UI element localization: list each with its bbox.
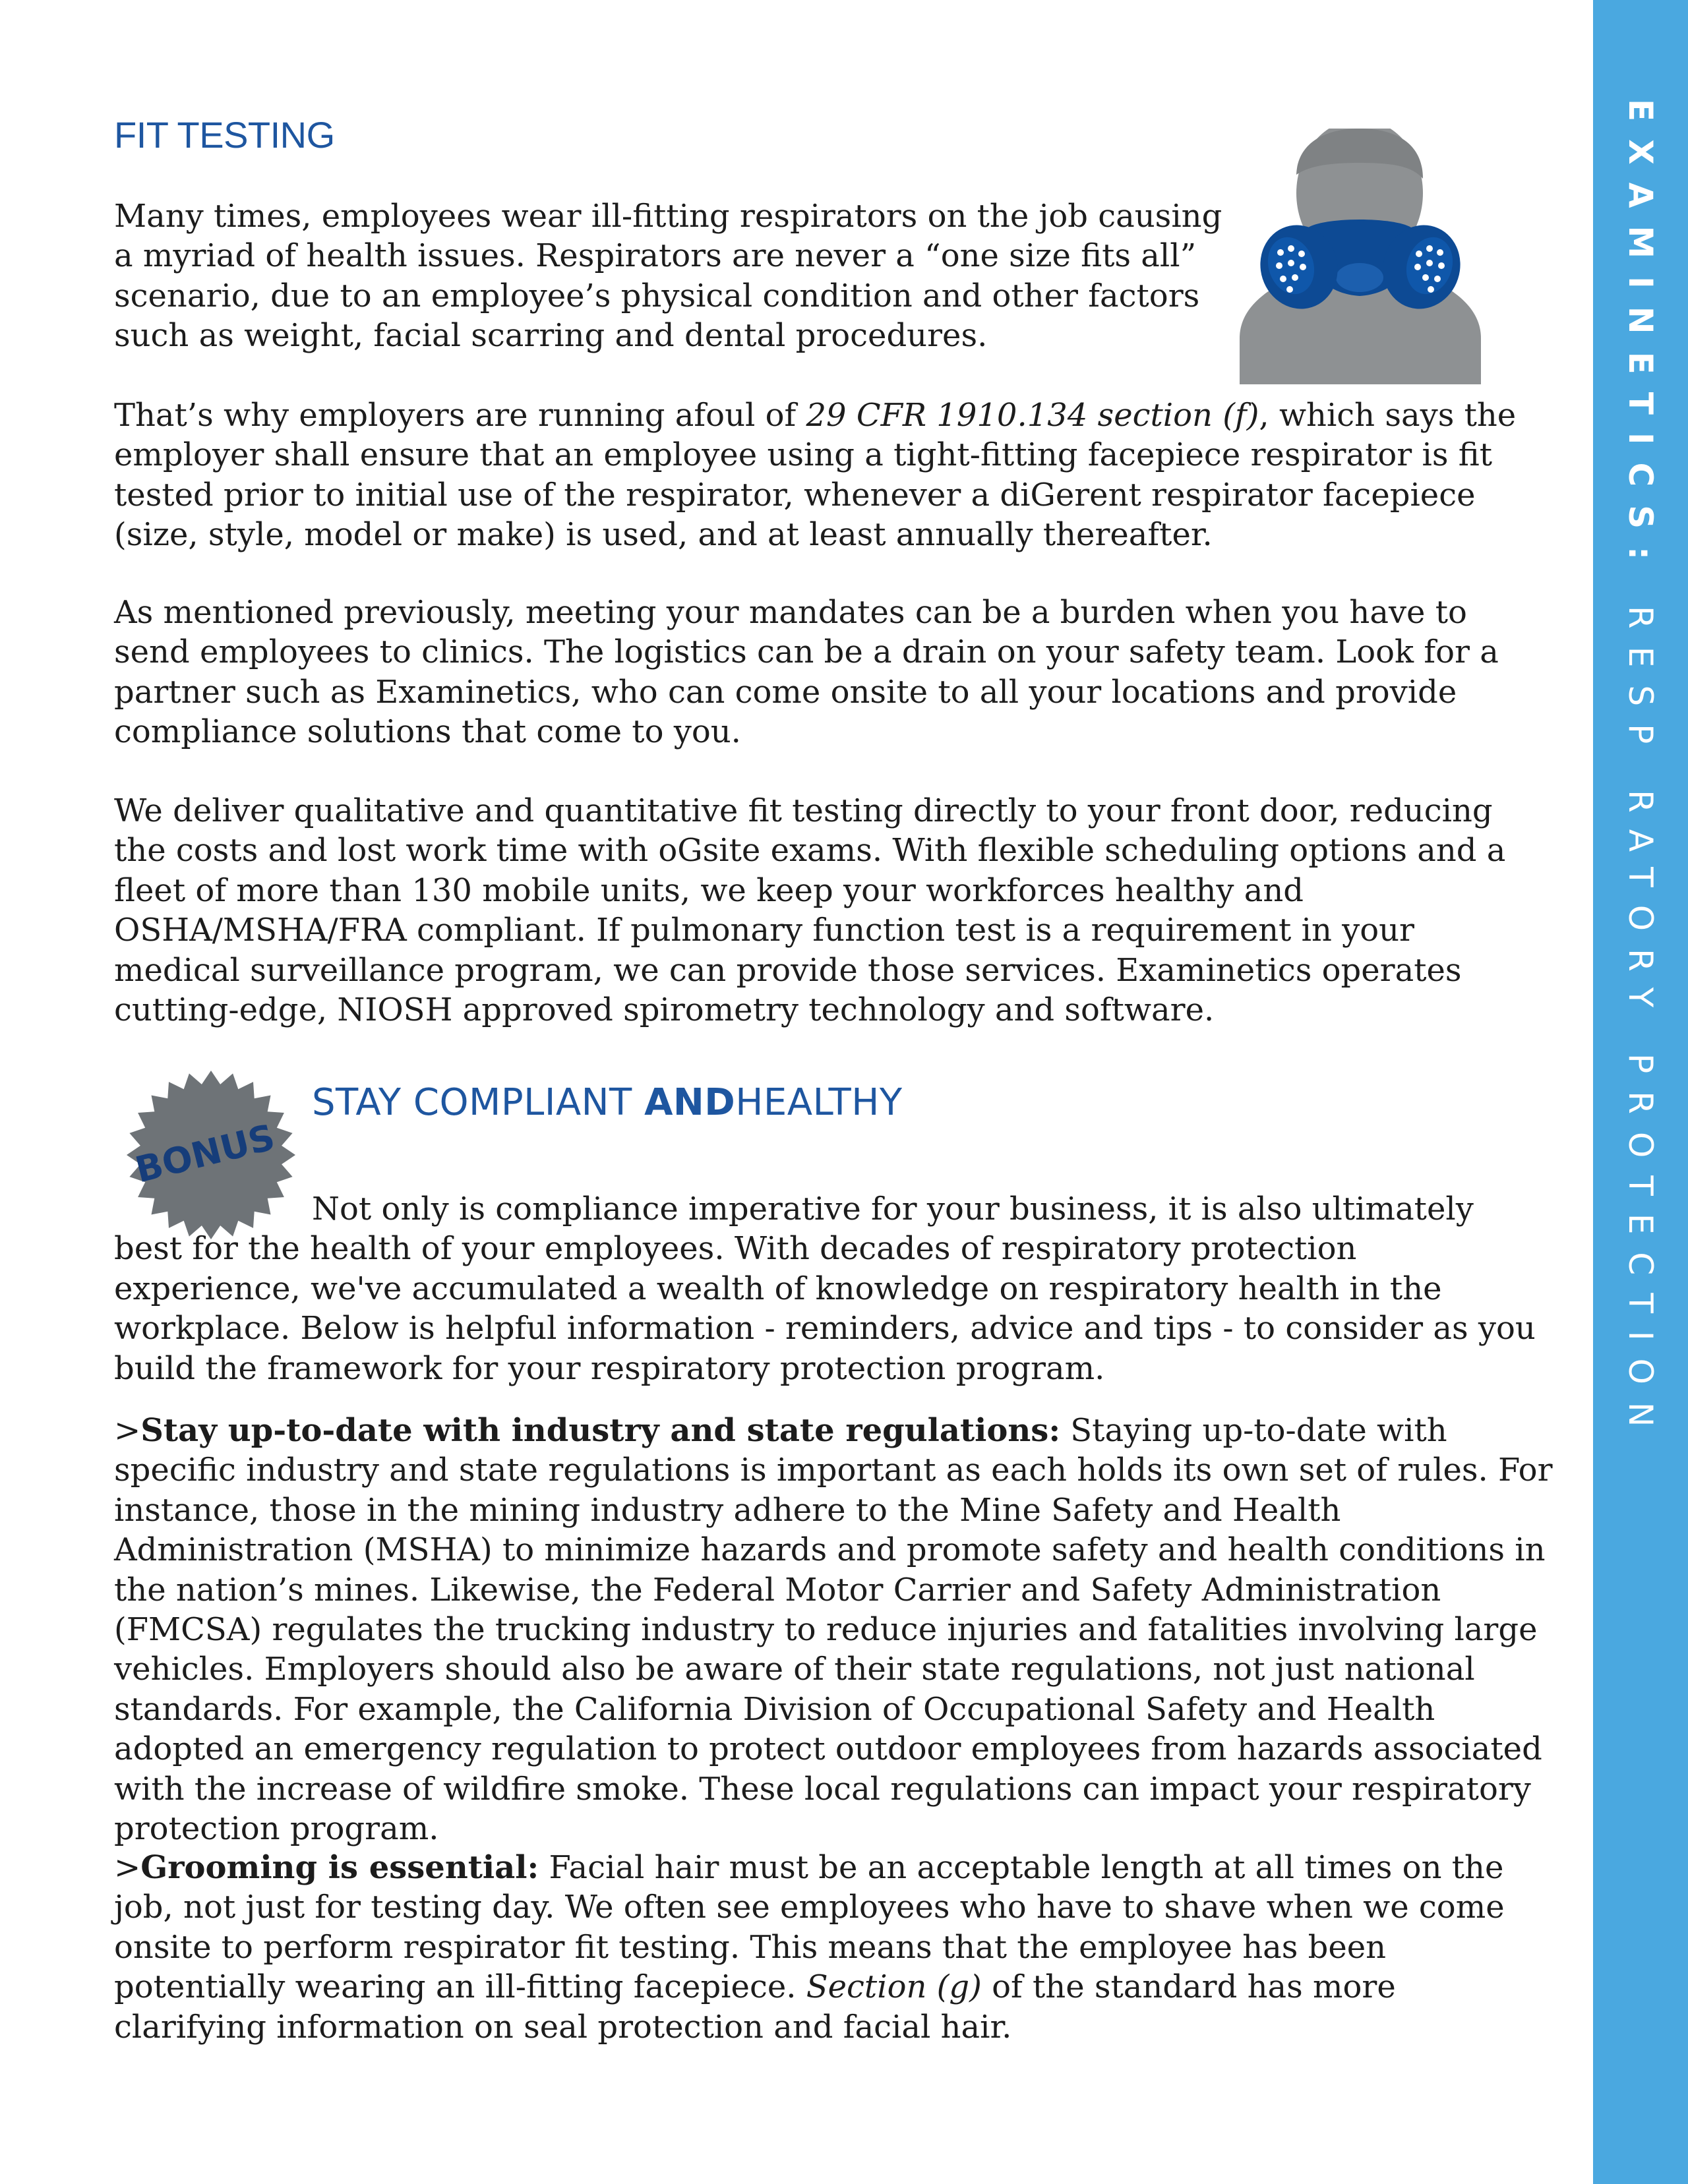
tip-regulations-title: Stay up-to-date with industry and state regulations:: [140, 1412, 1061, 1449]
heading-part-1: STAY COMPLIANT: [312, 1081, 645, 1124]
fit-testing-paragraph-1: Many times, employees wear ill-fitting respirators on the job causing a myriad of health issues. Respirators are never a “one size fits all” scenario, due to an employee’s physical condition and other factors such as weight, facial scarring and dental procedures.: [114, 198, 1222, 355]
heading-part-3: HEALTHY: [735, 1081, 903, 1124]
fit-testing-paragraph-3: As mentioned previously, meeting your mandates can be a burden when you have to send employees to clinics. The logistics can be a drain on your safety team. Look for a partner such as Examinetics, who can come onsite to all your locations and provide compliance solutions that come to you.: [114, 594, 1499, 751]
tip-grooming: [114, 1848, 1555, 2047]
tip-grooming-text-a: Facial hair must be an acceptable length at all times on the job, not just for testing day. We often see employees who have to shave when we come onsite to perform respirator fit testing. This means that the employee has been potentially wearing an ill-fitting facepiece.: [114, 1849, 1505, 2006]
tip-regulations-marker: >: [114, 1412, 141, 1449]
sidebar-topic: RESP RATORY PROTECTION: [1621, 606, 1660, 1445]
fit-testing-paragraph-4: We deliver qualitative and quantitative fit testing directly to your front door, reducing the costs and lost work time with oGsite exams. With flexible scheduling options and a fleet of more than 130 mobile units, we keep your workforces healthy and OSHA/MSHA/FRA compliant. If pulmonary function test is a requirement in your medical surveillance program, we can provide those services. Examinetics operates cutting-edge, NIOSH approved spirometry technology and software.: [114, 792, 1506, 1029]
sidebar-brand: EXAMINETICS:: [1621, 99, 1660, 578]
bonus-badge-label: BONUS: [131, 1116, 279, 1191]
stay-compliant-heading: [312, 1081, 903, 1124]
tip-regulations-text: Staying up-to-date with specific industry and state regulations is important as each holds its own set of rules. For instance, those in the mining industry adhere to the Mine Safety and Health Administration (MSHA) to minimize hazards and promote safety and health conditions in the nation’s mines. Likewise, the Federal Motor Carrier and Safety Administration (FMCSA) regulates the trucking industry to reduce injuries and fatalities involving large vehicles. Employers should also be aware of their state regulations, not just national standards. For example, the California Division of Occupational Safety and Health adopted an emergency regulation to protect outdoor employees from hazards associated with the increase of wildfire smoke. These local regulations can impact your respiratory protection program.: [114, 1412, 1553, 1848]
p2-regulation-citation: 29 CFR 1910.134 section (f): [806, 397, 1259, 434]
fit-testing-paragraph-2: [114, 396, 1548, 555]
tip-grooming-marker: >: [114, 1849, 141, 1886]
fit-testing-heading: FIT TESTING: [114, 114, 335, 156]
tip-grooming-text-b: of the standard has more clarifying information on seal protection and facial hair.: [114, 1968, 1396, 2046]
p2-text-after: , which says the employer shall ensure that an employee using a tight-fitting facepiece respirator is fit tested prior to initial use of the respirator, whenever a diGerent respirator facepiece (size, style, model or make) is used, and at least annually thereafter.: [114, 397, 1517, 554]
p2-text-before: That’s why employers are running afoul of: [114, 397, 806, 434]
sidebar-title: [1621, 99, 1660, 1444]
tip-regulations: [114, 1411, 1555, 1848]
bonus-intro-paragraph: Not only is compliance imperative for your business, it is also ultimately best for the health of your employees. With decades of respiratory protection experience, we've accumulated a wealth of knowledge on respiratory health in the workplace. Below is helpful information - reminders, advice and tips - to consider as you build the framework for your respiratory protection program.: [114, 1191, 1536, 1387]
tip-grooming-title: Grooming is essential:: [140, 1849, 539, 1886]
heading-part-2: AND: [644, 1081, 736, 1124]
tip-grooming-section-ref: Section (g): [806, 1968, 982, 2006]
respirator-mask-icon: [1240, 129, 1481, 384]
